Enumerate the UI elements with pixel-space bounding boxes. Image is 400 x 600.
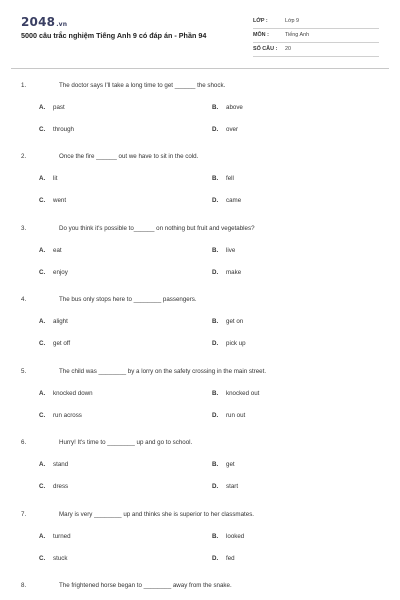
question-number: 2. (21, 153, 27, 160)
question-1 (0, 82, 400, 152)
option-a[interactable]: A. lit (39, 175, 58, 182)
question-5 (0, 368, 400, 438)
meta-count-value: 20 (285, 46, 291, 52)
question-8 (0, 582, 400, 594)
meta-subject-value: Tiếng Anh (285, 32, 310, 38)
option-c[interactable]: C. through (39, 126, 74, 133)
question-number: 4. (21, 296, 27, 303)
option-b[interactable]: B. above (212, 104, 243, 111)
option-d[interactable]: D. start (212, 483, 239, 490)
option-d[interactable]: D. fed (212, 555, 235, 562)
option-d[interactable]: D. came (212, 197, 242, 204)
option-c[interactable]: C. enjoy (39, 269, 68, 276)
option-b[interactable]: B. fell (212, 175, 234, 182)
option-a[interactable]: A. alight (39, 318, 68, 325)
question-2 (0, 153, 400, 223)
option-a[interactable]: A. knocked down (39, 390, 93, 397)
option-d[interactable]: D. pick up (212, 340, 246, 347)
question-number: 1. (21, 82, 27, 89)
option-d[interactable]: D. run out (212, 412, 246, 419)
question-text: The bus only stops here to ________ passengers. (59, 296, 197, 303)
meta-subject-label: MÔN : (253, 32, 269, 38)
site-logo[interactable] (21, 15, 67, 29)
option-c[interactable]: C. went (39, 197, 67, 204)
option-c[interactable]: C. run across (39, 412, 82, 419)
meta-subject-row (253, 30, 379, 43)
option-c[interactable]: C. stuck (39, 555, 68, 562)
question-number: 3. (21, 225, 27, 232)
option-b[interactable]: B. get on (212, 318, 244, 325)
question-text: Hurry! It's time to ________ up and go to school. (59, 439, 193, 446)
option-a[interactable]: A. eat (39, 247, 62, 254)
option-b[interactable]: B. knocked out (212, 390, 260, 397)
question-text: Mary is very ________ up and thinks she is superior to her classmates. (59, 511, 255, 518)
option-c[interactable]: C. dress (39, 483, 69, 490)
document-title: 5000 câu trắc nghiệm Tiếng Anh 9 có đáp án - Phần 94 (21, 31, 207, 40)
option-d[interactable]: D. make (212, 269, 242, 276)
question-7 (0, 511, 400, 581)
meta-count-label: SỐ CÂU : (253, 46, 278, 52)
question-text: The frightened horse began to ________ away from the snake. (59, 582, 232, 589)
logo-main: 2048 (21, 15, 56, 29)
question-6 (0, 439, 400, 509)
meta-count-row (253, 44, 379, 57)
question-text: The child was ________ by a lorry on the safety crossing in the main street. (59, 368, 267, 375)
option-b[interactable]: B. looked (212, 533, 245, 540)
question-4 (0, 296, 400, 366)
meta-class-value: Lớp 9 (285, 18, 300, 24)
logo-suffix: .vn (56, 21, 68, 28)
meta-class-row (253, 16, 379, 29)
option-a[interactable]: A. turned (39, 533, 71, 540)
question-number: 8. (21, 582, 27, 589)
question-text: The doctor says I'll take a long time to get ______ the shock. (59, 82, 226, 89)
option-b[interactable]: B. live (212, 247, 236, 254)
option-d[interactable]: D. over (212, 126, 239, 133)
question-number: 5. (21, 368, 27, 375)
question-number: 6. (21, 439, 27, 446)
option-a[interactable]: A. stand (39, 461, 69, 468)
option-a[interactable]: A. past (39, 104, 65, 111)
option-c[interactable]: C. get off (39, 340, 71, 347)
header-divider (11, 68, 389, 69)
question-3 (0, 225, 400, 295)
question-number: 7. (21, 511, 27, 518)
question-text: Once the fire ______ out we have to sit in the cold. (59, 153, 199, 160)
option-b[interactable]: B. get (212, 461, 235, 468)
meta-class-label: LỚP : (253, 18, 268, 24)
question-text: Do you think it's possible to______ on nothing but fruit and vegetables? (59, 225, 255, 232)
